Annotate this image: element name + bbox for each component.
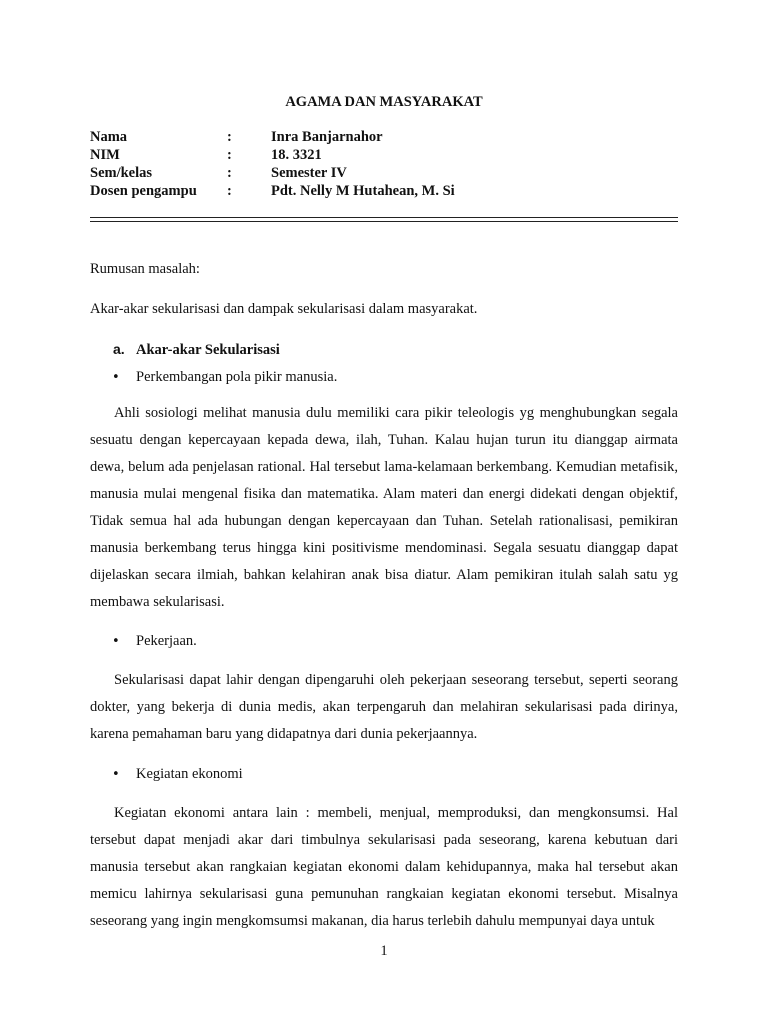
info-key: Nama bbox=[90, 129, 128, 145]
bullet-label: Kegiatan ekonomi bbox=[136, 766, 243, 782]
bullet-label: Pekerjaan. bbox=[136, 633, 197, 649]
document-title: AGAMA DAN MASYARAKAT bbox=[285, 94, 483, 110]
body-paragraph: Ahli sosiologi melihat manusia dulu memiliki cara pikir teleologis yg menghubungkan segala sesuatu dengan kepercayaan kepada dewa, ilah, Tuhan. Kalau hujan turun itu dianggap airmata dewa, belum ada penjelasan rational. Hal tersebut lama-kelamaan berkembang. Kemudian metafisik, manusia mulai mengenal fisika dan matematika. Alam materi dan energi didekati dengan objektif, Tidak semua hal ada hubungan dengan kepercayaan dan Tuhan. Setelah rationalisasi, pemikiran manusia berkembang terus hingga kini positivisme mendominasi. Segala sesuatu dianggap dapat dijelaskan secara ilmiah, bahkan kelahiran anak bisa diatur. Alam pemikiran itulah salah satu yg membawa sekularisasi. bbox=[90, 405, 678, 610]
info-colon: : bbox=[227, 183, 232, 199]
info-key: Dosen pengampu bbox=[90, 183, 197, 199]
bullet-icon: • bbox=[112, 634, 120, 649]
info-value: Semester IV bbox=[271, 165, 347, 181]
info-row-dosen bbox=[90, 182, 455, 200]
bullet-item bbox=[112, 633, 197, 650]
info-value: 18. 3321 bbox=[271, 147, 322, 163]
rumusan-label: Rumusan masalah: bbox=[90, 261, 200, 277]
body-paragraph: Kegiatan ekonomi antara lain : membeli, menjual, memproduksi, dan mengkonsumsi. Hal tersebut dapat menjadi akar dari timbulnya sekularisasi pada seseorang, karena kebutuan dari manusia tersebut akan rangkaian kegiatan ekonomi dalam kehidupannya, maka hal tersebut akan memicu lahirnya sekularisasi guna pemunuhan rangkaian kegiatan ekonomi tersebut. Misalnya seseorang yang ingin mengkomsumsi makanan, dia harus terlebih dahulu mempunyai daya untuk bbox=[90, 805, 678, 929]
page-number: 1 bbox=[380, 943, 388, 959]
info-colon: : bbox=[227, 165, 232, 181]
student-info-table bbox=[90, 128, 455, 200]
rumusan-text: Akar-akar sekularisasi dan dampak sekularisasi dalam masyarakat. bbox=[90, 301, 478, 317]
header-rule-bottom bbox=[90, 221, 678, 222]
bullet-item bbox=[112, 766, 243, 783]
bullet-label: Perkembangan pola pikir manusia. bbox=[136, 369, 338, 385]
section-a-heading bbox=[113, 341, 280, 359]
info-row-nim bbox=[90, 146, 455, 164]
bullet-icon: • bbox=[112, 370, 120, 385]
header-rule-top bbox=[90, 217, 678, 218]
info-value: Pdt. Nelly M Hutahean, M. Si bbox=[271, 183, 455, 199]
info-colon: : bbox=[227, 129, 232, 145]
info-row-semkelas bbox=[90, 164, 455, 182]
info-colon: : bbox=[227, 147, 232, 163]
section-title: Akar-akar Sekularisasi bbox=[136, 342, 280, 358]
info-key: Sem/kelas bbox=[90, 165, 153, 181]
bullet-item bbox=[112, 369, 337, 386]
info-key: NIM bbox=[90, 147, 120, 163]
section-letter: a. bbox=[113, 341, 125, 357]
info-row-nama bbox=[90, 128, 455, 146]
info-value: Inra Banjarnahor bbox=[271, 129, 383, 145]
bullet-icon: • bbox=[112, 767, 120, 782]
body-paragraph: Sekularisasi dapat lahir dengan dipengaruhi oleh pekerjaan seseorang tersebut, seperti seorang dokter, yang bekerja di dunia medis, akan terpengaruh dan melahiran sekularisasi pada dirinya, karena pemahaman baru yang didapatnya dari dunia pekerjaannya. bbox=[90, 672, 678, 742]
